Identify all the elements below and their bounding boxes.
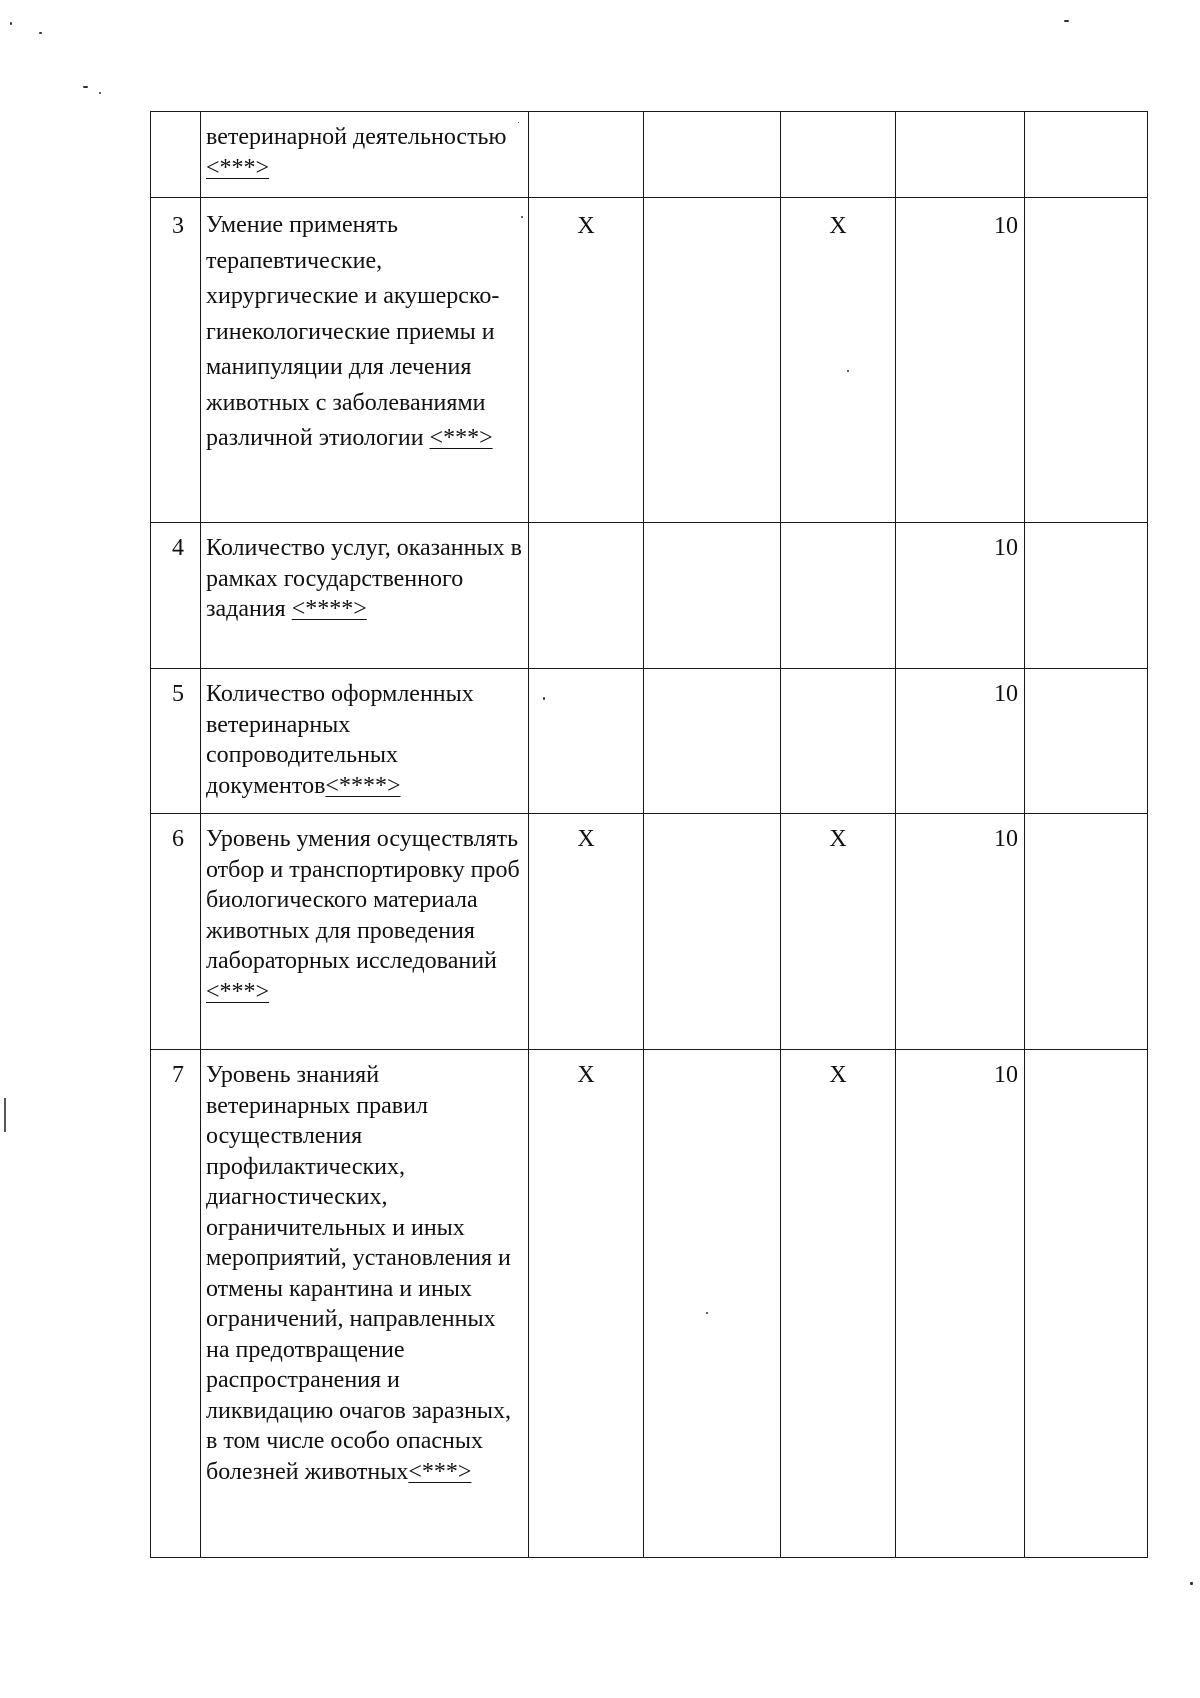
- footnote-ref: <***>: [206, 978, 270, 1005]
- mark-cell: [529, 523, 644, 669]
- mark-cell: [644, 198, 781, 523]
- criterion-cell: [201, 523, 529, 669]
- scan-edge-line: [4, 1098, 6, 1132]
- table-row: [151, 1050, 1148, 1558]
- criterion-text: Количество оформленных ветеринарных сопроводительных документов: [206, 681, 474, 799]
- row-number-cell: 6: [151, 814, 201, 1050]
- mark-cell: X: [781, 1050, 896, 1558]
- empty-cell: [1025, 1050, 1148, 1558]
- mark-cell: [644, 669, 781, 814]
- row-number-cell: [151, 112, 201, 198]
- empty-cell: [1025, 198, 1148, 523]
- footnote-ref: <***>: [206, 154, 270, 181]
- mark-cell: X: [781, 198, 896, 523]
- mark-cell: [781, 112, 896, 198]
- empty-cell: [1025, 669, 1148, 814]
- score-cell: [896, 112, 1025, 198]
- criterion-text: Умение применять терапевтические, хирургические и акушерско-гинекологические приемы и манипуляции для лечения животных с заболеваниями различной этиологии: [206, 212, 500, 451]
- mark-cell: X: [529, 814, 644, 1050]
- empty-cell: [1025, 523, 1148, 669]
- score-cell: 10: [896, 669, 1025, 814]
- criterion-text: Уровень знанияй ветеринарных правил осуществления профилактических, диагностических, ограничительных и иных мероприятий, установления и отмены карантина и иных ограничений, направленных на предотвращение распространения и ликвидацию очагов заразных, в том числе особо опасных болезней животных: [206, 1062, 512, 1485]
- empty-cell: [1025, 112, 1148, 198]
- mark-cell: [529, 669, 644, 814]
- score-cell: 10: [896, 523, 1025, 669]
- row-number-cell: 7: [151, 1050, 201, 1558]
- scan-speck: [39, 32, 42, 34]
- mark-cell: X: [529, 1050, 644, 1558]
- criterion-cell: [201, 814, 529, 1050]
- table-row: [151, 198, 1148, 523]
- scan-speck: [99, 92, 101, 94]
- score-cell: 10: [896, 814, 1025, 1050]
- scan-speck: [1064, 20, 1069, 22]
- criterion-text: ветеринарной деятельностью: [206, 124, 507, 150]
- mark-cell: [644, 814, 781, 1050]
- criterion-text: Количество услуг, оказанных в рамках государственного задания: [206, 535, 522, 622]
- criterion-cell: [201, 198, 529, 523]
- table-row: [151, 814, 1148, 1050]
- criterion-cell: [201, 1050, 529, 1558]
- footnote-ref: <***>: [408, 1458, 472, 1485]
- criteria-table: [150, 111, 1148, 1558]
- criterion-cell: [201, 669, 529, 814]
- mark-cell: [644, 523, 781, 669]
- mark-cell: [644, 1050, 781, 1558]
- scan-speck: [83, 86, 88, 88]
- row-number-cell: 4: [151, 523, 201, 669]
- criterion-text: Уровень умения осуществлять отбор и транспортировку проб биологического материала животных для проведения лабораторных исследований: [206, 826, 520, 974]
- criterion-cell: [201, 112, 529, 198]
- empty-cell: [1025, 814, 1148, 1050]
- scan-speck: [10, 22, 12, 25]
- mark-cell: [781, 523, 896, 669]
- mark-cell: X: [529, 198, 644, 523]
- mark-cell: [644, 112, 781, 198]
- footnote-ref: <****>: [325, 772, 401, 799]
- table-row: [151, 112, 1148, 198]
- table-row: [151, 523, 1148, 669]
- row-number-cell: 3: [151, 198, 201, 523]
- score-cell: 10: [896, 1050, 1025, 1558]
- row-number-cell: 5: [151, 669, 201, 814]
- table-row: [151, 669, 1148, 814]
- mark-cell: [529, 112, 644, 198]
- scan-speck: [1190, 1582, 1193, 1585]
- footnote-ref: <****>: [291, 596, 367, 622]
- mark-cell: [781, 669, 896, 814]
- footnote-ref: <***>: [429, 425, 493, 451]
- score-cell: 10: [896, 198, 1025, 523]
- mark-cell: X: [781, 814, 896, 1050]
